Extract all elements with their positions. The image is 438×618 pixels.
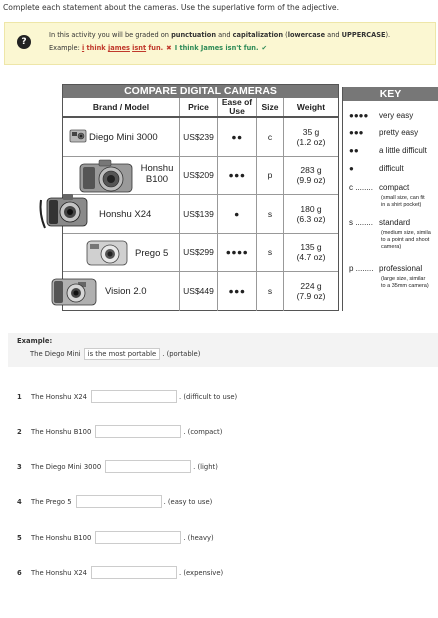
correct-example: I think James isn't fun. xyxy=(174,44,259,52)
key-description: in a shirt pocket) xyxy=(381,202,422,208)
key-symbol: s ........ xyxy=(349,218,374,227)
answer-input-1[interactable] xyxy=(91,390,177,403)
question-6 xyxy=(17,566,223,579)
key-label: difficult xyxy=(379,164,404,173)
camera-image xyxy=(69,127,87,145)
question-2 xyxy=(17,425,222,438)
camera-name: Prego 5 xyxy=(135,247,169,259)
question-subject: The Honshu B100 xyxy=(31,533,92,542)
answer-input-6[interactable] xyxy=(91,566,177,579)
brand-cell xyxy=(63,234,180,272)
wrong-example-word: i xyxy=(81,44,85,52)
notice-text: and xyxy=(216,31,233,39)
header-price: Price xyxy=(180,98,218,116)
key-label: very easy xyxy=(379,111,414,120)
brand-cell xyxy=(63,118,180,156)
notice-capitalization: capitalization xyxy=(232,31,284,39)
key-description: to a 35mm camera) xyxy=(381,283,429,289)
key-symbol: ●●●● xyxy=(349,111,369,120)
key-item xyxy=(349,111,413,120)
brand-cell xyxy=(63,157,180,195)
ease-cell: ●●● xyxy=(218,272,257,311)
brand-cell xyxy=(63,272,180,311)
price-cell: US$449 xyxy=(180,272,218,311)
wrong-example-word: james xyxy=(107,44,130,52)
question-hint: . (easy to use) xyxy=(163,497,213,506)
example-box xyxy=(8,333,438,367)
weight-cell xyxy=(284,195,338,233)
key-symbol: ● xyxy=(349,164,354,173)
weight-grams: 35 g xyxy=(302,126,320,137)
question-3 xyxy=(17,460,218,473)
price-cell: US$139 xyxy=(180,195,218,233)
example-subject: The Diego Mini xyxy=(30,350,81,358)
price-cell: US$239 xyxy=(180,118,218,156)
brand-cell xyxy=(63,195,180,233)
instruction-text: Complete each statement about the cameras. Use the superlative form of the adjective. xyxy=(3,3,340,12)
camera-name: Honshu B100 xyxy=(140,162,174,185)
camera-image xyxy=(77,158,135,195)
weight-ounces: (4.7 oz) xyxy=(296,252,326,263)
answer-input-2[interactable] xyxy=(95,425,181,438)
notice-text: In this activity you will be graded on xyxy=(49,31,172,39)
header-weight: Weight xyxy=(296,101,326,112)
answer-input-4[interactable] xyxy=(76,495,162,508)
grading-notice xyxy=(4,22,436,65)
question-subject: The Honshu X24 xyxy=(31,392,88,401)
question-number: 1 xyxy=(17,392,22,401)
wrong-example-word: fun. xyxy=(146,44,164,52)
notice-text: ). xyxy=(385,31,391,39)
weight-ounces: (9.9 oz) xyxy=(296,175,326,186)
question-hint: . (expensive) xyxy=(179,568,224,577)
camera-image xyxy=(85,237,129,269)
weight-grams: 224 g xyxy=(300,281,322,292)
key-symbol: ●● xyxy=(349,146,359,155)
question-5 xyxy=(17,531,214,544)
camera-name: Diego Mini 3000 xyxy=(89,132,158,143)
question-subject: The Honshu X24 xyxy=(31,568,88,577)
header-brand: Brand / Model xyxy=(63,98,180,116)
weight-cell xyxy=(284,118,338,156)
example-answer: is the most portable xyxy=(84,348,161,360)
table-title: COMPARE DIGITAL CAMERAS xyxy=(63,85,338,98)
table-row xyxy=(63,272,338,311)
key-item xyxy=(349,128,418,137)
example-hint: . (portable) xyxy=(162,350,201,358)
size-cell: s xyxy=(257,195,284,233)
notice-text: ( xyxy=(283,31,288,39)
key-item xyxy=(349,183,409,192)
key-label: professional xyxy=(379,264,423,273)
check-icon: ✔ xyxy=(261,44,268,52)
size-cell: p xyxy=(257,157,284,195)
notice-example-label: Example: xyxy=(49,44,82,52)
price-cell: US$209 xyxy=(180,157,218,195)
weight-grams: 135 g xyxy=(300,242,322,253)
camera-comparison-table xyxy=(62,84,339,311)
question-number: 2 xyxy=(17,427,22,436)
example-label: Example: xyxy=(17,337,53,345)
question-hint: . (light) xyxy=(193,462,218,471)
notice-punctuation: punctuation xyxy=(171,31,217,39)
table-key xyxy=(342,87,438,311)
question-1 xyxy=(17,390,237,403)
camera-image xyxy=(50,276,98,308)
answer-input-3[interactable] xyxy=(105,460,191,473)
key-symbol: p ........ xyxy=(349,264,374,273)
camera-name: Honshu X24 xyxy=(99,209,152,220)
key-description: (large size, similar xyxy=(381,276,426,282)
notice-lowercase: lowercase xyxy=(287,31,326,39)
table-row xyxy=(63,234,338,273)
notice-line xyxy=(49,31,390,39)
key-description: to a point and shoot xyxy=(381,237,430,243)
weight-cell xyxy=(284,234,338,272)
key-symbol: ●●● xyxy=(349,128,364,137)
ease-cell: ●● xyxy=(218,118,257,156)
notice-uppercase: UPPERCASE xyxy=(341,31,386,39)
answer-input-5[interactable] xyxy=(95,531,181,544)
question-number: 3 xyxy=(17,462,22,471)
header-size: Size xyxy=(257,98,284,116)
price-cell: US$299 xyxy=(180,234,218,272)
question-icon: ? xyxy=(17,35,31,49)
notice-text: and xyxy=(325,31,342,39)
question-hint: . (difficult to use) xyxy=(179,392,238,401)
key-description: camera) xyxy=(381,244,402,250)
question-subject: The Honshu B100 xyxy=(31,427,92,436)
camera-image xyxy=(37,190,97,236)
cross-icon: ✖ xyxy=(166,44,172,52)
key-item xyxy=(349,218,410,227)
notice-example xyxy=(49,44,267,52)
question-subject: The Diego Mini 3000 xyxy=(31,462,102,471)
camera-name: Vision 2.0 xyxy=(105,286,147,297)
question-number: 6 xyxy=(17,568,22,577)
key-label: compact xyxy=(379,183,410,192)
size-cell: s xyxy=(257,272,284,311)
size-cell: s xyxy=(257,234,284,272)
key-description: (small size, can fit xyxy=(381,195,425,201)
key-symbol: c ........ xyxy=(349,183,374,192)
key-label: pretty easy xyxy=(379,128,419,137)
weight-cell xyxy=(284,272,338,311)
weight-grams: 180 g xyxy=(300,203,322,214)
weight-ounces: (1.2 oz) xyxy=(296,136,326,147)
table-row xyxy=(63,157,338,196)
table-row xyxy=(63,118,338,157)
key-label: a little difficult xyxy=(379,146,427,155)
table-header-row xyxy=(63,98,338,118)
ease-cell: ●●●● xyxy=(218,234,257,272)
question-4 xyxy=(17,495,212,508)
question-hint: . (heavy) xyxy=(183,533,214,542)
weight-ounces: (6.3 oz) xyxy=(296,213,326,224)
size-cell: c xyxy=(257,118,284,156)
key-item xyxy=(349,264,422,273)
question-number: 5 xyxy=(17,533,22,542)
question-subject: The Prego 5 xyxy=(31,497,72,506)
table-row xyxy=(63,195,338,234)
key-item xyxy=(349,164,404,173)
weight-grams: 283 g xyxy=(300,165,322,176)
weight-cell xyxy=(284,157,338,195)
key-label: standard xyxy=(379,218,411,227)
wrong-example-word: isnt xyxy=(132,44,147,52)
question-number: 4 xyxy=(17,497,22,506)
example-sentence xyxy=(30,348,200,360)
weight-ounces: (7.9 oz) xyxy=(296,291,326,302)
key-description: (medium size, simila xyxy=(381,230,431,236)
ease-cell: ●●● xyxy=(218,157,257,195)
wrong-example-word: think xyxy=(84,44,108,52)
ease-cell: ● xyxy=(218,195,257,233)
header-ease: Ease of Use xyxy=(218,98,257,116)
question-hint: . (compact) xyxy=(183,427,223,436)
key-item xyxy=(349,146,427,155)
key-title: KEY xyxy=(343,87,438,101)
